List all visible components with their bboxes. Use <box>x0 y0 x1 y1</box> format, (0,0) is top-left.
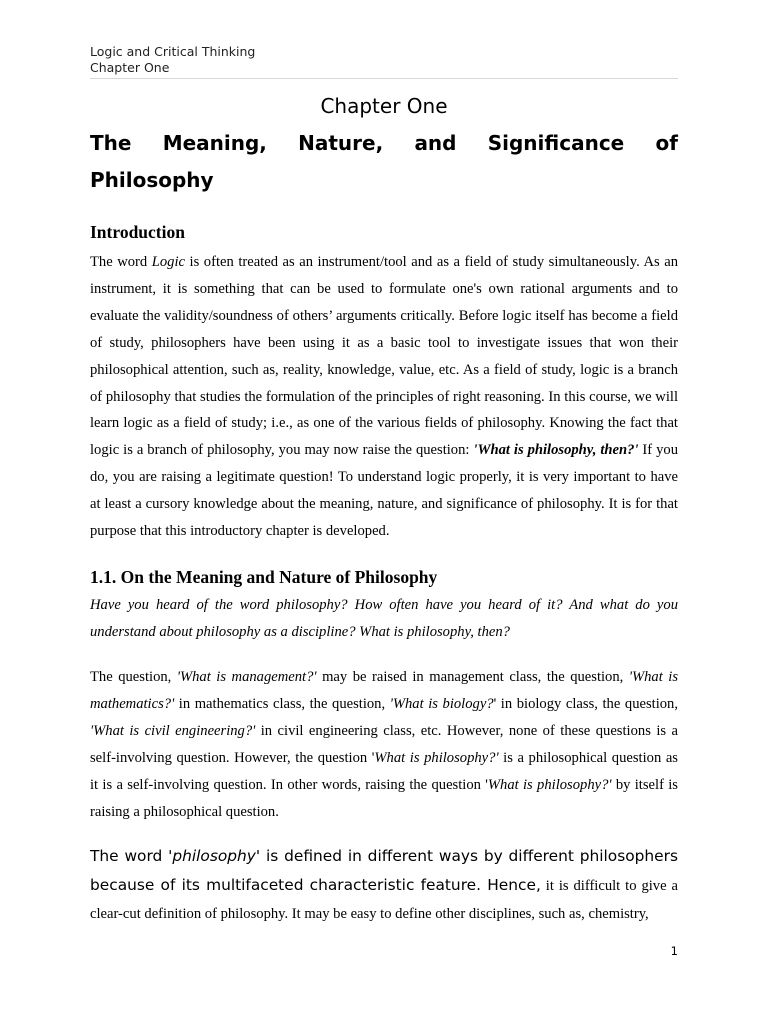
emphasis-question: What is philosophy?' <box>374 749 499 766</box>
title-word: of <box>655 131 678 155</box>
header-course-title: Logic and Critical Thinking <box>90 44 256 59</box>
chapter-label: Chapter One <box>320 94 448 118</box>
chapter-title <box>90 125 678 199</box>
text-run: is often treated as an instrument/tool and as a field of study simultaneously. As an instrument, it is something that can be used to formulate one's own rational arguments and to evaluate the validity/soundness of others’ arguments critically. Before logic itself has become a field of study, philosophers have been using it as a basic tool to investigate issues that won their philosophical attention, such as, reality, knowledge, value, etc. As a field of study, logic is a branch of philosophy that studies the formulation of the principles of right reasoning. In this course, we will learn logic as a field of study; i.e., as one of the various fields of philosophy. Knowing the fact that logic is a branch of philosophy, you may now raise the question: <box>90 254 678 459</box>
title-word: The <box>90 131 132 155</box>
emphasis-question: 'What is biology? <box>389 695 494 712</box>
title-word: Nature, <box>298 131 384 155</box>
emphasis-question: 'What is civil engineering?' <box>90 722 256 739</box>
title-word: Significance <box>487 131 625 155</box>
text-run: ' in biology class, the question, <box>493 695 678 712</box>
emphasis-question: 'What is philosophy, then?' <box>473 442 639 459</box>
text-run: The question, <box>90 669 177 685</box>
emphasis-logic: Logic <box>151 254 185 270</box>
introduction-heading: Introduction <box>90 222 185 242</box>
title-word: Meaning, <box>162 131 267 155</box>
introduction-paragraph <box>90 249 678 545</box>
guiding-questions: Have you heard of the word philosophy? How often have you heard of it? And what do you understand about philosophy as a discipline? What is philosophy, then? <box>90 597 678 640</box>
emphasis-question: 'What is management?' <box>176 669 317 685</box>
emphasis-question: What is philosophy?' <box>487 776 612 793</box>
text-run: If you do, you are raising a legitimate question! To understand logic properly, it is very important to have at least a cursory knowledge about the meaning, nature, and significance of philosophy. It is for that purpose that this introductory chapter is developed. <box>90 442 678 540</box>
self-involving-question-paragraph <box>90 664 678 825</box>
emphasis-philosophy: philosophy <box>172 847 256 865</box>
text-run: The word ' <box>90 847 173 865</box>
text-run: by itself is raising a philosophical question. <box>90 776 678 820</box>
chapter-title-line-1 <box>90 125 678 162</box>
text-run: The word <box>90 254 152 270</box>
text-run: may be raised in management class, the question, <box>316 669 629 685</box>
text-run: it is difficult to give a clear-cut definition of philosophy. It may be easy to define other disciplines, such as, chemistry, <box>90 878 678 922</box>
text-run: in civil engineering class, etc. However, none of these questions is a self-involving question. However, the question ' <box>90 722 678 766</box>
running-header <box>90 44 678 79</box>
emphasis-question: 'What is mathematics?' <box>90 669 679 712</box>
text-run: in mathematics class, the question, <box>174 695 390 712</box>
title-word: and <box>414 131 457 155</box>
text-run: is a philosophical question as it is a self-involving question. In other words, raising the question ' <box>90 749 678 793</box>
section-heading-1-1: 1.1. On the Meaning and Nature of Philosophy <box>90 567 438 587</box>
text-run: ' is defined in different ways by different philosophers because of its multifaceted characteristic feature. Hence, <box>90 847 678 894</box>
definition-paragraph <box>90 842 678 928</box>
header-chapter: Chapter One <box>90 60 170 75</box>
page-number: 1 <box>670 944 678 958</box>
chapter-title-line-2: Philosophy <box>90 168 214 192</box>
